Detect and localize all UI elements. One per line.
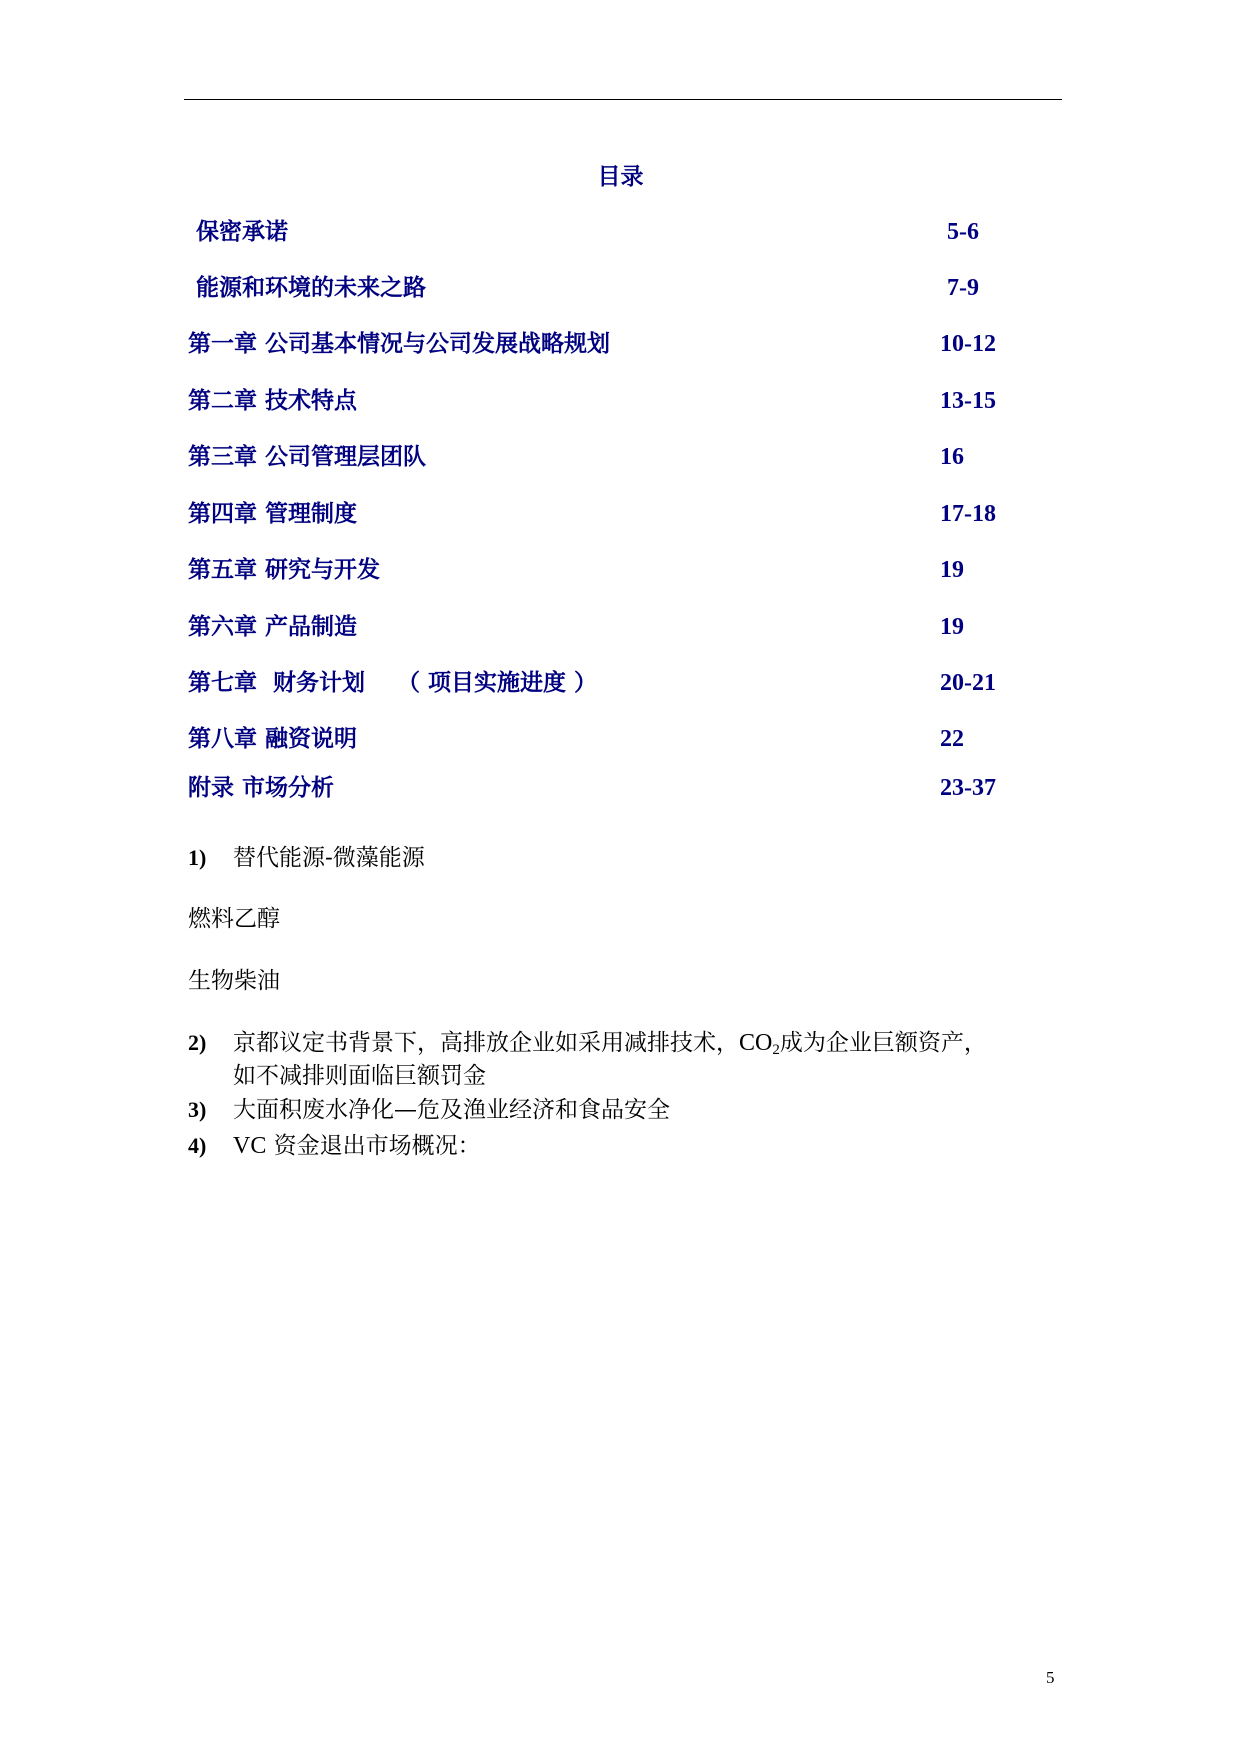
toc-entry-chapter-7[interactable] [0,666,1241,700]
toc-entry-page: 7-9 [947,275,979,301]
list-number: 1) [188,845,207,870]
toc-entry-label: 第四章 管理制度 [188,500,358,527]
list-number: 3) [188,1097,207,1122]
page-number: 5 [1046,1668,1055,1687]
vc-text: VC [233,1133,267,1159]
item2-text-before: 京都议定书背景下，高排放企业如采用减排技术， [233,1030,739,1056]
toc-entry-label: 第一章 公司基本情况与公司发展战略规划 [188,330,611,357]
header-rule [184,99,1062,100]
toc-entry-page: 5-6 [947,219,979,245]
toc-entry-label: 第六章 产品制造 [188,613,358,640]
toc-entry-appendix[interactable] [0,771,1241,805]
list-item-text-continuation: 如不减排则面临巨额罚金 [233,1063,486,1089]
list-number: 4) [188,1133,207,1158]
sub-item-biodiesel: 生物柴油 [188,968,280,994]
list-item-text: 替代能源-微藻能源 [233,845,425,871]
toc-entry-page: 22 [940,726,964,752]
toc-entry-page: 10-12 [940,331,996,357]
list-item-text: 大面积废水净化—危及渔业经济和食品安全 [233,1097,670,1123]
toc-entry-page: 16 [940,444,964,470]
list-item-text [233,1130,481,1162]
toc-entry-label: 保密承诺 [196,218,288,245]
toc-entry-page: 20-21 [940,670,996,696]
toc-entry-page: 17-18 [940,501,996,527]
toc-entry-chapter-3[interactable] [0,440,1241,474]
toc-entry-page: 23-37 [940,775,996,801]
list-number: 2) [188,1030,207,1055]
toc-entry-label: 第二章 技术特点 [188,387,358,414]
co2-subscript: 2 [772,1042,780,1058]
toc-entry-chapter-6[interactable] [0,610,1241,644]
toc-entry-label: 第八章 融资说明 [188,725,358,752]
toc-title: 目录 [597,163,644,190]
toc-entry-label: 附录 市场分析 [188,774,335,801]
toc-entry-label: 第五章 研究与开发 [188,556,381,583]
toc-entry-chapter-1[interactable] [0,327,1241,361]
list-item-text [233,1027,987,1059]
toc-entry-chapter-2[interactable] [0,384,1241,418]
co2-formula: CO [739,1030,773,1056]
toc-entry-chapter-5[interactable] [0,553,1241,587]
item4-text: 资金退出市场概况： [266,1133,481,1159]
toc-entry-confidentiality[interactable] [0,215,1241,249]
toc-entry-energy-future[interactable] [0,271,1241,305]
item2-text-after: 成为企业巨额资产， [779,1030,987,1056]
toc-entry-chapter-8[interactable] [0,722,1241,756]
toc-entry-label: 能源和环境的未来之路 [196,274,426,301]
toc-entry-page: 19 [940,557,964,583]
sub-item-fuel-ethanol: 燃料乙醇 [188,906,280,932]
toc-entry-page: 13-15 [940,388,996,414]
toc-entry-chapter-4[interactable] [0,497,1241,531]
toc-entry-page: 19 [940,614,964,640]
toc-entry-label: 第三章 公司管理层团队 [188,443,427,470]
toc-entry-label: 第七章 财务计划 （ 项目实施进度 ） [188,669,598,696]
